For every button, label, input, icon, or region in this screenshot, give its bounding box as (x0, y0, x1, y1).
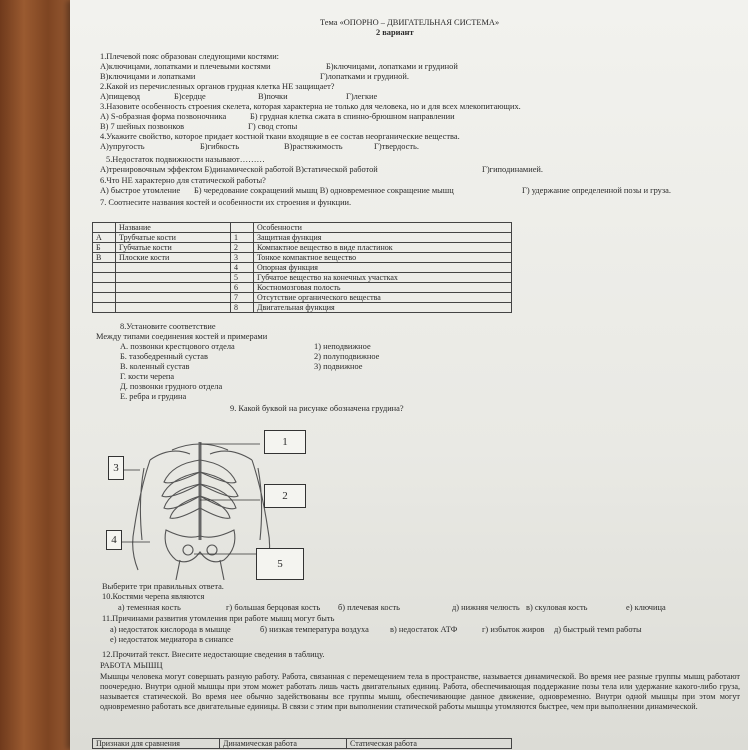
q10-text: 10.Костями черепа являются (102, 592, 205, 601)
list-item: 3) подвижное (314, 362, 363, 371)
q5-option-abc: А)тренировочным эффектом Б)динамической работой В)статической работой (100, 165, 378, 174)
table-row (93, 283, 512, 293)
q8-subtitle: Между типами соединения костей и примерами (96, 332, 268, 341)
q2-option-a: А)пищевод (100, 92, 141, 101)
q10-option-g: г) большая берцовая кость (226, 603, 321, 612)
row-number: 8 (231, 303, 254, 313)
q2-option-b: Б)сердце (174, 92, 206, 101)
q2-option-c: В)почки (258, 92, 288, 101)
q7-text: 7. Соотнесите названия костей и особенности их строения и функции. (100, 198, 352, 207)
figure-label-2: 2 (264, 484, 306, 508)
list-item: 2) полуподвижное (314, 352, 380, 361)
row-letter: Б (93, 243, 116, 253)
row-feature: Костномозговая полость (254, 283, 512, 293)
comparison-table (92, 738, 512, 749)
q11-option-b: б) низкая температура воздуха (260, 625, 369, 634)
q6-option-bv: Б) чередование сокращений мышц В) одновременное сокращение мышц (194, 186, 454, 195)
row-number: 1 (231, 233, 254, 243)
row-letter (93, 263, 116, 273)
row-number: 5 (231, 273, 254, 283)
q4-option-d: Г)твердость. (374, 142, 419, 151)
q8-text: 8.Установите соответствие (120, 322, 216, 331)
row-number: 6 (231, 283, 254, 293)
table-header-features: Особенности (254, 223, 512, 233)
row-bone-name (116, 293, 231, 303)
q2-text: 2.Какой из перечисленных органов грудная клетка НЕ защищает? (100, 82, 335, 91)
q3-option-b: Б) грудная клетка сжата в спинно-брюшном направлении (250, 112, 455, 121)
q10-option-e: е) ключица (626, 603, 666, 612)
q3-option-a: А) S-образная форма позвоночника (100, 112, 227, 121)
q6-option-d: Г) удержание определенной позы и груза. (522, 186, 671, 195)
table-row (93, 253, 512, 263)
table-row (93, 243, 512, 253)
row-bone-name: Плоские кости (116, 253, 231, 263)
q6-option-a: А) быстрое утомление (100, 186, 181, 195)
q4-option-b: Б)гибкость (200, 142, 240, 151)
table-row (93, 273, 512, 283)
row-bone-name (116, 283, 231, 293)
row-feature: Двигательная функция (254, 303, 512, 313)
row-letter (93, 303, 116, 313)
table-header-criteria: Признаки для сравнения (93, 739, 220, 749)
row-letter (93, 293, 116, 303)
wooden-table-background (0, 0, 80, 750)
row-feature: Защитная функция (254, 233, 512, 243)
q6-text: 6.Что НЕ характерно для статической работы? (100, 176, 266, 185)
row-bone-name (116, 263, 231, 273)
table-row (93, 233, 512, 243)
table-header-static: Статическая работа (347, 739, 512, 749)
q12-heading: РАБОТА МЫШЦ (100, 661, 163, 670)
row-feature: Тонкое компактное вещество (254, 253, 512, 263)
q4-option-c: В)растяжимость (284, 142, 343, 151)
q10-option-a: а) теменная кость (118, 603, 181, 612)
q4-option-a: А)упругость (100, 142, 145, 151)
q11-option-v: в) недостаток АТФ (390, 625, 458, 634)
table-row (93, 293, 512, 303)
list-item: Е. ребра и грудина (120, 392, 187, 401)
table-row (93, 263, 512, 273)
row-bone-name (116, 273, 231, 283)
list-item: Б. тазобедренный сустав (120, 352, 208, 361)
table-header-name: Название (116, 223, 231, 233)
table-header-row (93, 223, 512, 233)
q9-text: 9. Какой буквой на рисунке обозначена грудина? (230, 404, 404, 413)
figure-label-1: 1 (264, 430, 306, 454)
bones-matching-table (92, 222, 512, 313)
list-item: 1) неподвижное (314, 342, 371, 351)
q2-option-d: Г)легкие (346, 92, 378, 101)
row-number: 4 (231, 263, 254, 273)
row-letter (93, 283, 116, 293)
q11-option-a: а) недостаток кислорода в мышце (110, 625, 231, 634)
row-letter (93, 273, 116, 283)
skeleton-drawing (133, 442, 270, 580)
row-number: 2 (231, 243, 254, 253)
row-feature: Отсутствие органического вещества (254, 293, 512, 303)
row-bone-name: Трубчатые кости (116, 233, 231, 243)
q4-text: 4.Укажите свойство, которое придает костной ткани входящие в ее состав неорганические вещества. (100, 132, 460, 141)
table-row (93, 303, 512, 313)
table-header-dynamic: Динамическая работа (220, 739, 347, 749)
row-bone-name: Губчатые кости (116, 243, 231, 253)
q3-option-d: Г) свод стопы (248, 122, 298, 131)
q5-option-d: Г)гиподинамией. (482, 165, 543, 174)
worksheet-page (70, 0, 748, 750)
list-item: Г. кости черепа (120, 372, 175, 381)
row-letter: А (93, 233, 116, 243)
list-item: В. коленный сустав (120, 362, 190, 371)
row-number: 3 (231, 253, 254, 263)
q11-option-g: г) избыток жиров (482, 625, 545, 634)
q10-option-b: б) плечевая кость (338, 603, 400, 612)
q12-text: 12.Прочитай текст. Внесите недостающие сведения в таблицу. (102, 650, 325, 659)
row-feature: Компактное вещество в виде пластинок (254, 243, 512, 253)
row-letter: В (93, 253, 116, 263)
row-feature: Опорная функция (254, 263, 512, 273)
q12-reading-text: Мышцы человека могут совершать разную работу. Работа, связанная с перемещением тела в пространстве, называется динамической. Во время нее разные группы мышц работают поочередно. Внутри одной мышцы при этом может работать лишь часть двигательных единиц. Работа, обеспечивающая поддержание позы тела или удержание какого-либо груза, называется статической. Во время нее обычно задействованы все группы мышц, обеспечивающие данное движение, одновременно. Внутри одной мышцы при этом могут одновременно работать все двигательные единицы. В связи с этим при выполнении статической работы мышцы утомляются быстрее, чем при выполнении динамической. (100, 672, 740, 711)
q11-text: 11.Причинами развития утомления при работе мышц могут быть (102, 614, 335, 623)
row-number: 7 (231, 293, 254, 303)
q5-text: 5.Недостаток подвижности называют……… (106, 155, 265, 164)
q1-option-a: А)ключицами, лопатками и плечевыми костями (100, 62, 271, 71)
q1-option-c: В)ключицами и лопатками (100, 72, 196, 81)
row-feature: Губчатое вещество на конечных участках (254, 273, 512, 283)
q11-option-d: д) быстрый темп работы (554, 625, 642, 634)
q10-option-d: д) нижняя челюсть (452, 603, 520, 612)
variant-label: 2 вариант (376, 28, 414, 37)
q1-text: 1.Плечевой пояс образован следующими костями: (100, 52, 279, 61)
q10-intro: Выберите три правильных ответа. (102, 582, 224, 591)
q11-option-e: е) недостаток медиатора в синапсе (110, 635, 234, 644)
figure-label-5: 5 (256, 548, 304, 580)
q1-option-b: Б)ключицами, лопатками и грудиной (326, 62, 458, 71)
figure-label-4: 4 (106, 530, 122, 550)
list-item: А. позвонки крестцового отдела (120, 342, 235, 351)
q1-option-d: Г)лопатками и грудиной. (320, 72, 409, 81)
q3-text: 3.Назовите особенность строения скелета, которая характерна не только для человека, но и для всех млекопитающих. (100, 102, 521, 111)
q10-option-v: в) скуловая кость (526, 603, 588, 612)
row-bone-name (116, 303, 231, 313)
q3-option-c: В) 7 шейных позвонков (100, 122, 185, 131)
table-header-row (93, 739, 512, 749)
list-item: Д. позвонки грудного отдела (120, 382, 223, 391)
page-title: Тема «ОПОРНО – ДВИГАТЕЛЬНАЯ СИСТЕМА» (320, 18, 500, 27)
figure-label-3: 3 (108, 456, 124, 480)
